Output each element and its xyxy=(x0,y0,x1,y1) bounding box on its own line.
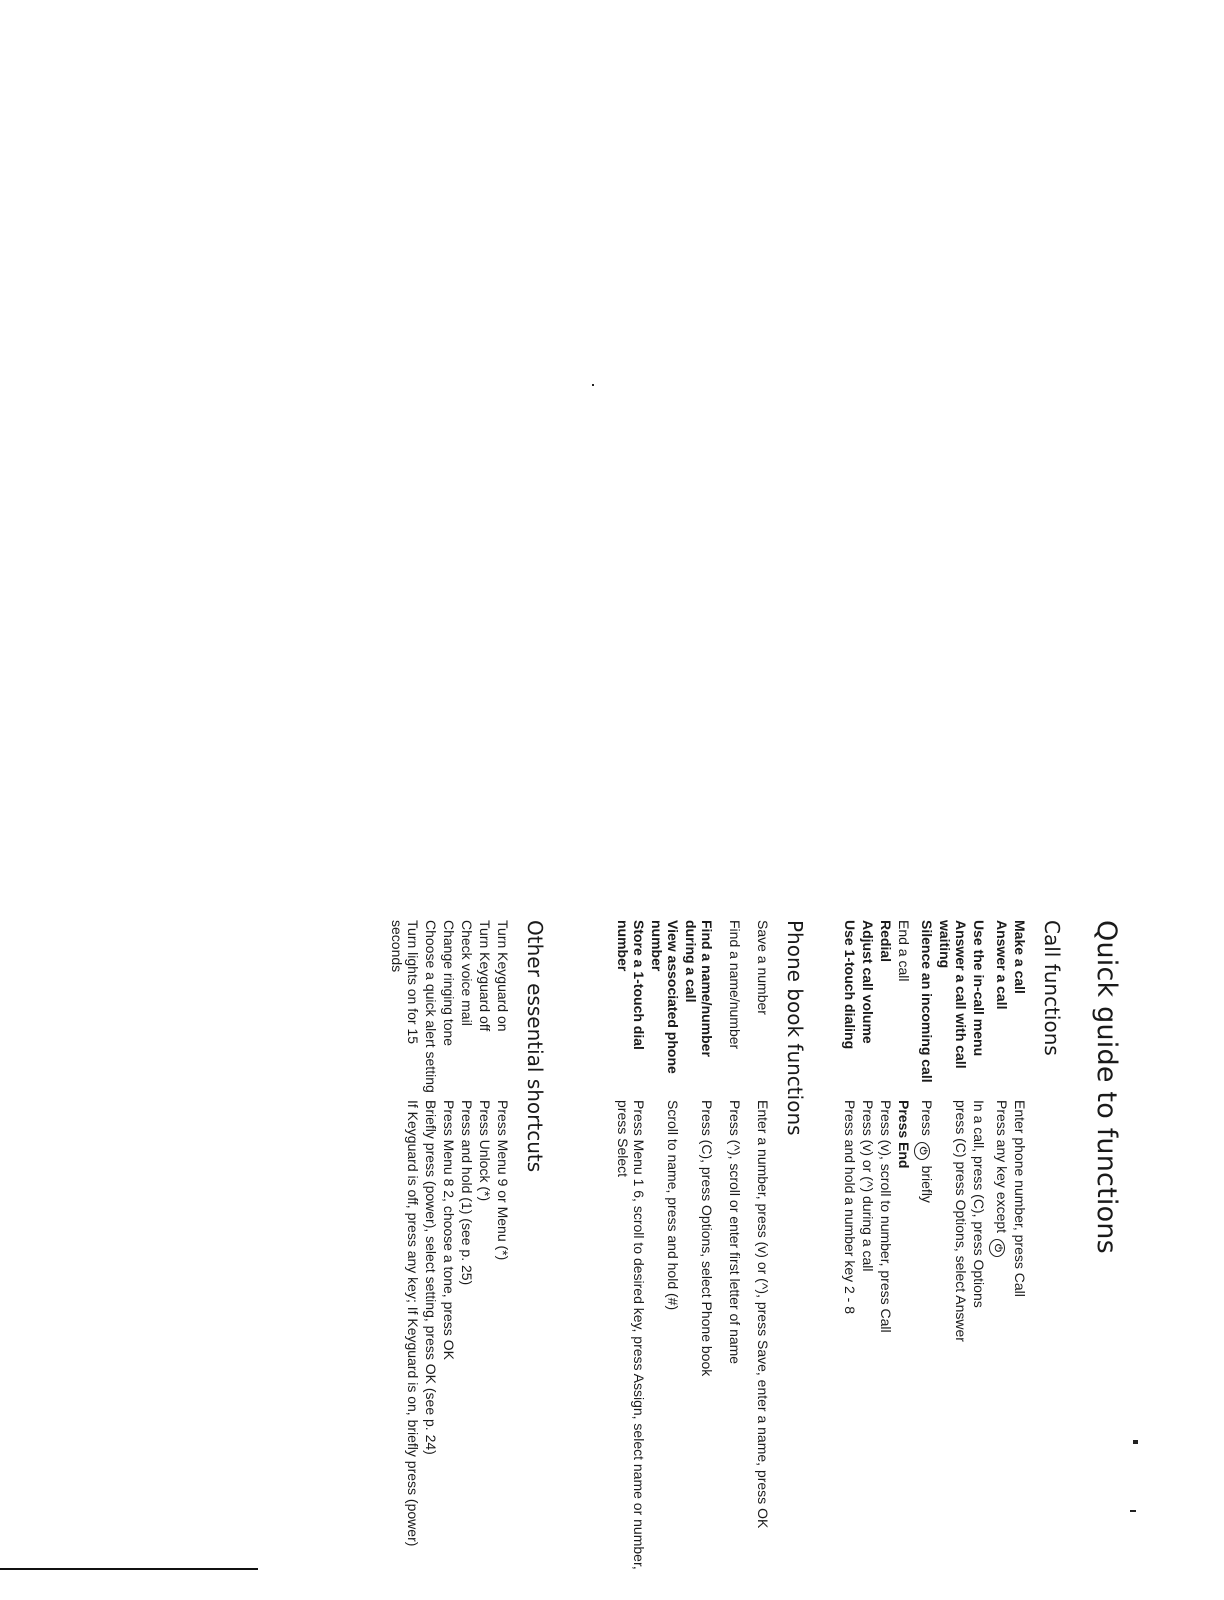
call-functions-section xyxy=(840,920,1064,1600)
row-action: Press any key except ⏻ xyxy=(989,1100,1010,1600)
quick-guide-page xyxy=(62,920,1122,1600)
list-item xyxy=(914,920,935,1600)
list-item xyxy=(423,920,439,1600)
row-label: Turn Keyguard off xyxy=(477,920,493,1032)
row-action: Press End xyxy=(896,1100,912,1169)
power-key-icon: ⏻ xyxy=(914,1142,930,1160)
row-action: Enter phone number, press Call xyxy=(1012,1100,1028,1297)
row-label: End a call xyxy=(896,920,912,982)
list-item xyxy=(459,920,475,1600)
scan-speck xyxy=(1133,1440,1138,1444)
row-label: Adjust call volume xyxy=(860,920,876,1044)
row-action: Press (v) or (^) during a call xyxy=(860,1100,876,1272)
scan-speck xyxy=(1130,1510,1136,1512)
power-key-icon: ⏻ xyxy=(989,1239,1005,1257)
row-action: Scroll to name, press and hold (#) xyxy=(665,1100,681,1311)
call-functions-heading: Call functions xyxy=(1040,920,1064,1056)
page-title: Quick guide to functions xyxy=(1091,920,1122,1254)
row-action: If Keyguard is off, press any key; If Keyguard is on, briefly press (power) xyxy=(405,1100,421,1547)
row-label: Find a name/number during a call xyxy=(683,920,715,1057)
list-item xyxy=(989,920,1010,1600)
list-item xyxy=(896,920,912,1600)
row-label: Turn lights on for 15 seconds xyxy=(389,920,421,1044)
row-label: Use the in-call menu xyxy=(971,920,987,1057)
row-label: View associated phone number xyxy=(649,920,681,1074)
row-label: Answer a call with call waiting xyxy=(937,920,969,1069)
list-item xyxy=(755,920,771,1600)
row-label: Change ringing tone xyxy=(441,920,457,1047)
row-label: Turn Keyguard on xyxy=(495,920,511,1032)
list-item xyxy=(649,920,681,1600)
row-action: Press Menu 8 2, choose a tone, press OK xyxy=(441,1100,457,1360)
row-action: Press (C), press Options, select Phone book xyxy=(699,1100,715,1377)
list-item xyxy=(937,920,969,1600)
row-label: Silence an incoming call xyxy=(919,920,935,1083)
row-action: Briefly press (power), select setting, press OK (see p. 24) xyxy=(423,1100,439,1455)
row-label: Make a call xyxy=(1012,920,1028,994)
list-item xyxy=(615,920,647,1600)
row-action: Press (v), scroll to number, press Call xyxy=(878,1100,894,1333)
list-item xyxy=(971,920,987,1600)
scan-speck xyxy=(592,384,594,386)
row-label: Answer a call xyxy=(994,920,1010,1010)
row-action: Press and hold (1) (see p. 25) xyxy=(459,1100,475,1286)
phone-book-heading: Phone book functions xyxy=(783,920,807,1136)
row-action: Press and hold a number key 2 - 8 xyxy=(842,1100,858,1315)
list-item xyxy=(1012,920,1028,1600)
list-item xyxy=(441,920,457,1600)
row-action: press (C) press Options, select Answer xyxy=(953,1100,969,1342)
shortcuts-heading: Other essential shortcuts xyxy=(523,920,547,1173)
row-action: Enter a number, press (v) or (^), press Save, enter a name, press OK xyxy=(755,1100,771,1529)
shortcuts-section xyxy=(387,920,547,1600)
list-item xyxy=(842,920,858,1600)
row-label: Redial xyxy=(878,920,894,963)
list-item xyxy=(860,920,876,1600)
row-label: Save a number xyxy=(755,920,771,1015)
list-item xyxy=(683,920,715,1600)
list-item xyxy=(878,920,894,1600)
row-action: Press (^), scroll or enter first letter of name xyxy=(727,1100,743,1365)
phone-book-section xyxy=(613,920,807,1600)
row-label: Use 1-touch dialing xyxy=(842,920,858,1050)
row-action: Press Unlock (*) xyxy=(477,1100,493,1202)
list-item xyxy=(389,920,421,1600)
row-action: In a call, press (C), press Options xyxy=(971,1100,987,1308)
row-label: Store a 1-touch dial number xyxy=(615,920,647,1050)
row-label: Find a name/number xyxy=(727,920,743,1050)
list-item xyxy=(727,920,743,1600)
row-action: Press ⏻ briefly xyxy=(914,1100,935,1600)
list-item xyxy=(477,920,493,1600)
row-label: Choose a quick alert setting xyxy=(423,920,439,1093)
row-action: Press Menu 1 6, scroll to desired key, press Assign, select name or number, press Select xyxy=(615,1100,647,1570)
row-label: Check voice mail xyxy=(459,920,475,1026)
row-action: Press Menu 9 or Menu (*) xyxy=(495,1100,511,1261)
scan-edge-line xyxy=(0,1568,258,1570)
list-item xyxy=(495,920,511,1600)
